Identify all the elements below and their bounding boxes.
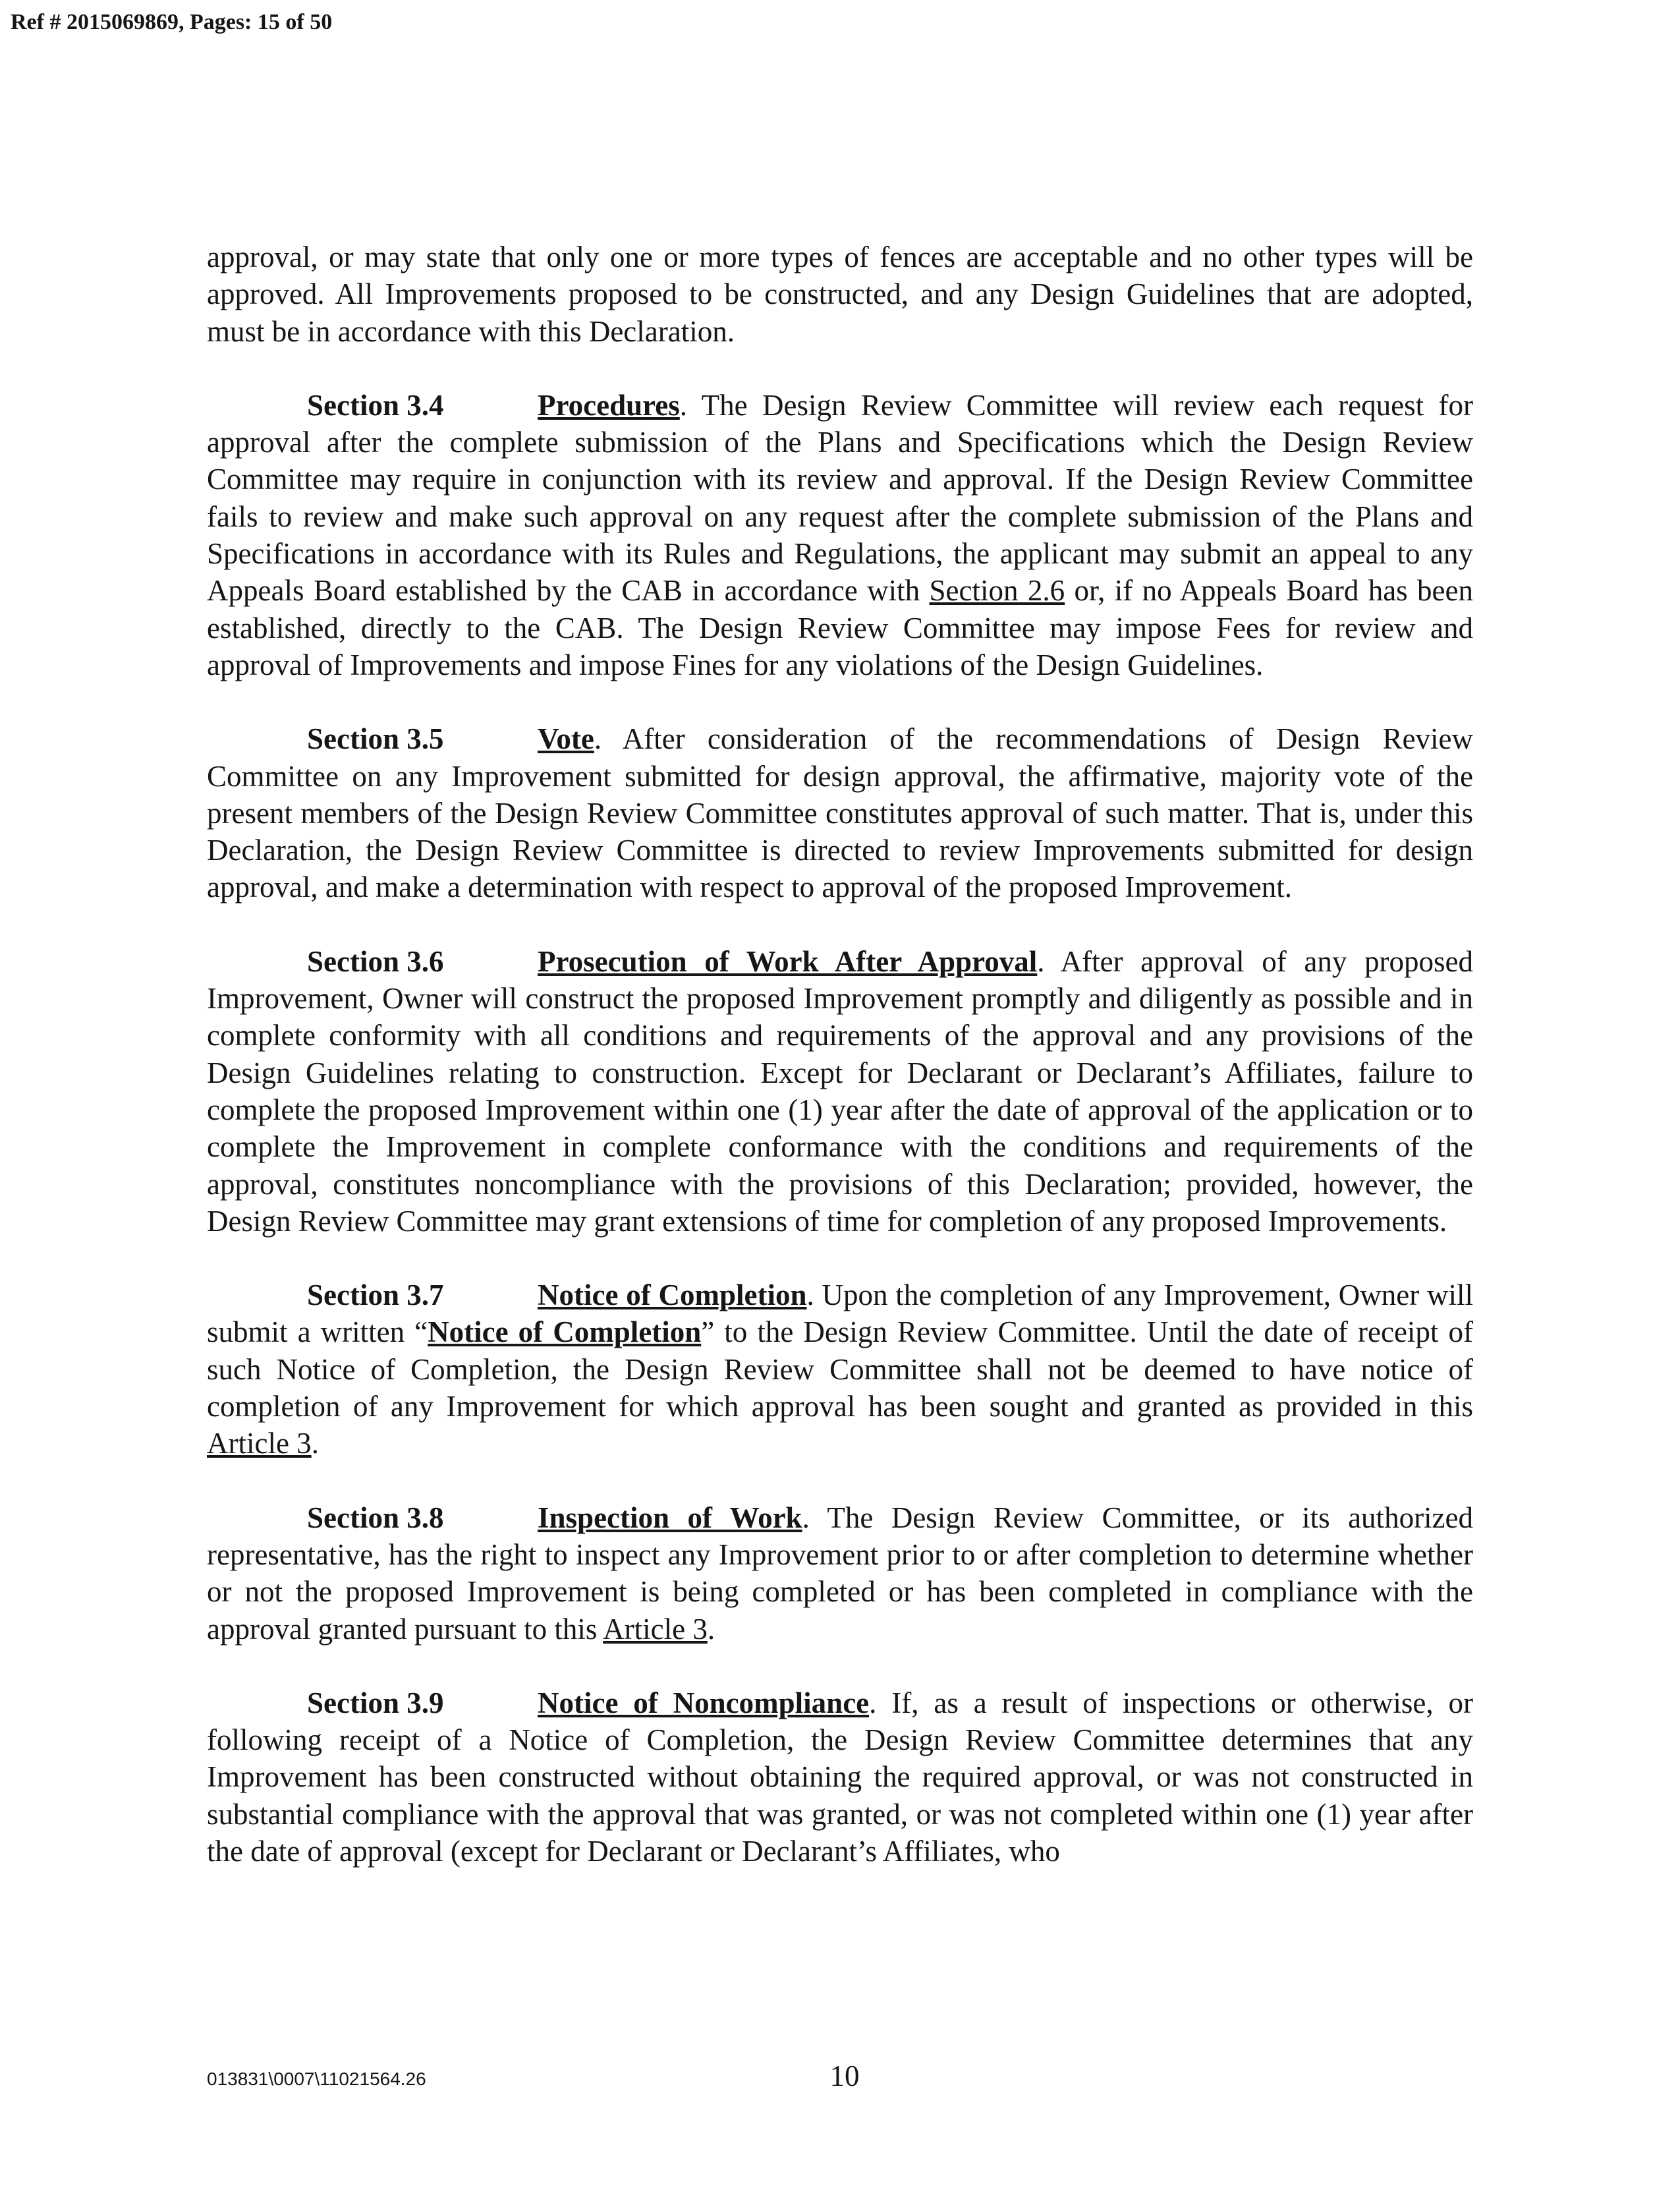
section-3-6-title: Prosecution of Work After Approval [538, 944, 1038, 978]
section-3-6-text-1: . After approval of any proposed Improvement, Owner will construct the proposed Improvement promptly and diligently as possible and in complete conformity with all conditions and requirements of the approval and any provisions of the Design Guidelines relating to construction. Except for Declarant or Declarant’s Affiliates, failure to complete the proposed Improvement within one (1) year after the date of approval of the application or to complete the Improvement in complete conformance with the conditions and requirements of the approval, constitutes noncompliance with the provisions of this Declaration; provided, however, the Design Review Committee may grant extensions of time for completion of any proposed Improvements. [207, 944, 1474, 1238]
section-3-4-paragraph [207, 387, 1473, 683]
section-3-9-text-1: . If, as a result of inspections or otherwise, or following receipt of a Notice of Completion, the Design Review Committee determines that any Improvement has been constructed without obtaining the required approval, or was not constructed in substantial compliance with the approval that was granted, or was not completed within one (1) year after the date of approval (except for Declarant or Declarant’s Affiliates, who [207, 1686, 1473, 1868]
section-3-7-paragraph [207, 1277, 1473, 1462]
page-number: 10 [829, 2059, 860, 2092]
section-3-5-text-1: . After consideration of the recommendations of Design Review Committee on any Improvement submitted for design approval, the affirmative, majority vote of the present members of the Design Review Committee constitutes approval of such matter. That is, under this Declaration, the Design Review Committee is directed to review Improvements submitted for design approval, and make a determination with respect to approval of the proposed Improvement. [207, 722, 1473, 904]
section-3-4-title: Procedures [538, 388, 680, 422]
section-3-5-title: Vote [538, 722, 594, 756]
section-3-8-text-1: . The Design Review Committee, or its authorized representative, has the right to inspect any Improvement prior to or after completion to determine whether or not the proposed Improvement is being completed or has been completed in compliance with the approval granted pursuant to this [207, 1501, 1473, 1646]
section-2-6-reference-link[interactable]: Section 2.6 [929, 574, 1065, 608]
article-3-reference-link[interactable]: Article 3 [207, 1427, 312, 1460]
section-3-8-number: Section 3.8 [307, 1501, 444, 1534]
section-3-6-paragraph [207, 943, 1473, 1240]
section-3-9-paragraph [207, 1684, 1473, 1870]
section-3-6-number: Section 3.6 [307, 944, 444, 978]
section-3-8-text-2: . [707, 1612, 715, 1646]
section-3-7-text-2: ” to the Design Review Committee. Until the date of receipt of such Notice of Completion, the Design Review Committee shall not be deemed to have notice of completion of any Improvement for which approval has been sought and granted as provided in this [207, 1315, 1473, 1423]
article-3-reference-link[interactable]: Article 3 [603, 1612, 708, 1646]
section-3-8-title: Inspection of Work [538, 1501, 802, 1534]
section-3-7-text-1: . Upon the completion of any Improvement, Owner will submit a written “ [207, 1278, 1473, 1349]
section-3-5-number: Section 3.5 [307, 722, 444, 756]
section-3-8-paragraph [207, 1499, 1473, 1648]
section-3-4-text-1: . The Design Review Committee will review each request for approval after the complete submission of the Plans and Specifications which the Design Review Committee may require in conjunction with its review and approval. If the Design Review Committee fails to review and make such approval on any request after the complete submission of the Plans and Specifications in accordance with its Rules and Regulations, the applicant may submit an appeal to any Appeals Board established by the CAB in accordance with [207, 388, 1473, 608]
section-3-7-title: Notice of Completion [538, 1278, 807, 1312]
footer-document-id: 013831\0007\11021564.26 [207, 2069, 426, 2089]
notice-of-completion-defined-term: Notice of Completion [428, 1315, 702, 1349]
section-3-9-number: Section 3.9 [307, 1686, 444, 1719]
section-3-9-title: Notice of Noncompliance [538, 1686, 870, 1719]
section-3-4-text-2: or, if no Appeals Board has been established, directly to the CAB. The Design Review Committee may impose Fees for review and approval of Improvements and impose Fines for any violations of the Design Guidelines. [207, 574, 1473, 681]
section-3-7-number: Section 3.7 [307, 1278, 444, 1312]
document-reference-header: Ref # 2015069869, Pages: 15 of 50 [11, 10, 333, 34]
document-body [207, 239, 1473, 1907]
section-3-4-number: Section 3.4 [307, 388, 444, 422]
intro-text: approval, or may state that only one or more types of fences are acceptable and no other types will be approved. All Improvements proposed to be constructed, and any Design Guidelines that are adopted, must be in accordance with this Declaration. [207, 241, 1473, 348]
intro-paragraph [207, 239, 1473, 350]
section-3-7-text-3: . [311, 1427, 319, 1460]
section-3-5-paragraph [207, 720, 1473, 905]
